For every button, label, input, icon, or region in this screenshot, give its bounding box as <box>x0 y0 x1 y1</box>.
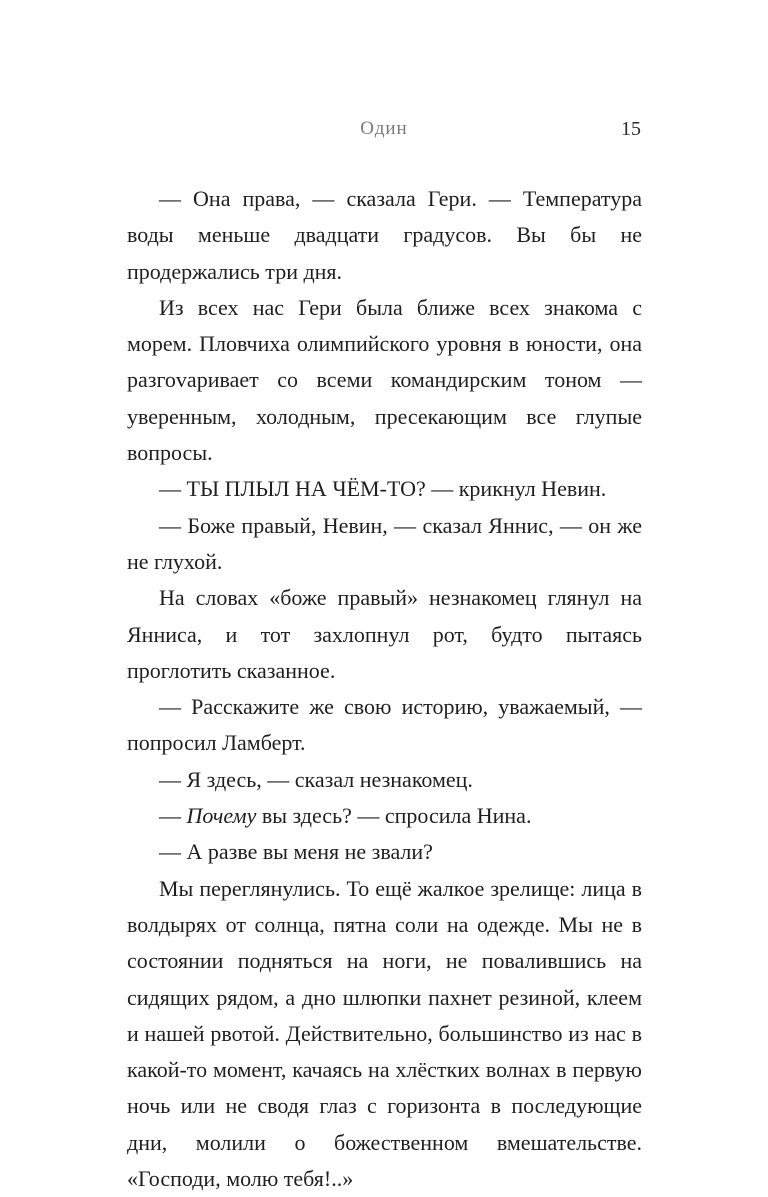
running-head <box>127 118 641 146</box>
dialogue-dash: — <box>159 803 187 829</box>
paragraph: — А разве вы меня не звали? <box>159 839 433 865</box>
page-number: 15 <box>621 118 641 140</box>
paragraph: — Она права, — сказала Гери. — Температура воды меньше двадцати градусов. Вы бы не продержались три дня. <box>127 186 642 284</box>
paragraph: Из всех нас Гери была ближе всех знакома с морем. Пловчиха олимпийского уровня в юности, она разгоvаривает со всеми командирским тоном — уверенным, холодным, пресекающим все глупые вопросы. <box>127 294 642 466</box>
paragraph: На словах «боже правый» незнакомец глянул на Янниса, и тот захлопнул рот, будто пытаясь проглотить сказанное. <box>127 585 642 683</box>
italic-emphasis: Почему <box>186 803 257 829</box>
paragraph: — ТЫ ПЛЫЛ НА ЧЁМ-ТО? — крикнул Невин. <box>159 476 607 502</box>
body-text <box>127 181 642 1197</box>
paragraph <box>127 798 642 834</box>
paragraph: Мы переглянулись. То ещё жалкое зрелище: лица в волдырях от солнца, пятна соли на одежде. Мы не в состоянии подняться на ноги, не повалившись на сидящих рядом, а дно шлюпки пахнет резиной, клеем и нашей рвотой. Действительно, большинство из нас в какой-то момент, качаясь на хлёстких волнах в первую ночь или не сводя глаз с горизонта в последующие дни, молили о божественном вмешательстве. «Господи, молю тебя!..» <box>127 875 642 1192</box>
chapter-title: Один <box>360 118 408 139</box>
paragraph: — Я здесь, — сказал незнакомец. <box>159 766 473 792</box>
paragraph: — Расскажите же свою историю, уважаемый, — попросил Ламберт. <box>127 694 642 756</box>
paragraph: — Боже правый, Невин, — сказал Яннис, — он же не глухой. <box>127 512 642 574</box>
paragraph-tail: вы здесь? — спросила Нина. <box>256 803 532 829</box>
